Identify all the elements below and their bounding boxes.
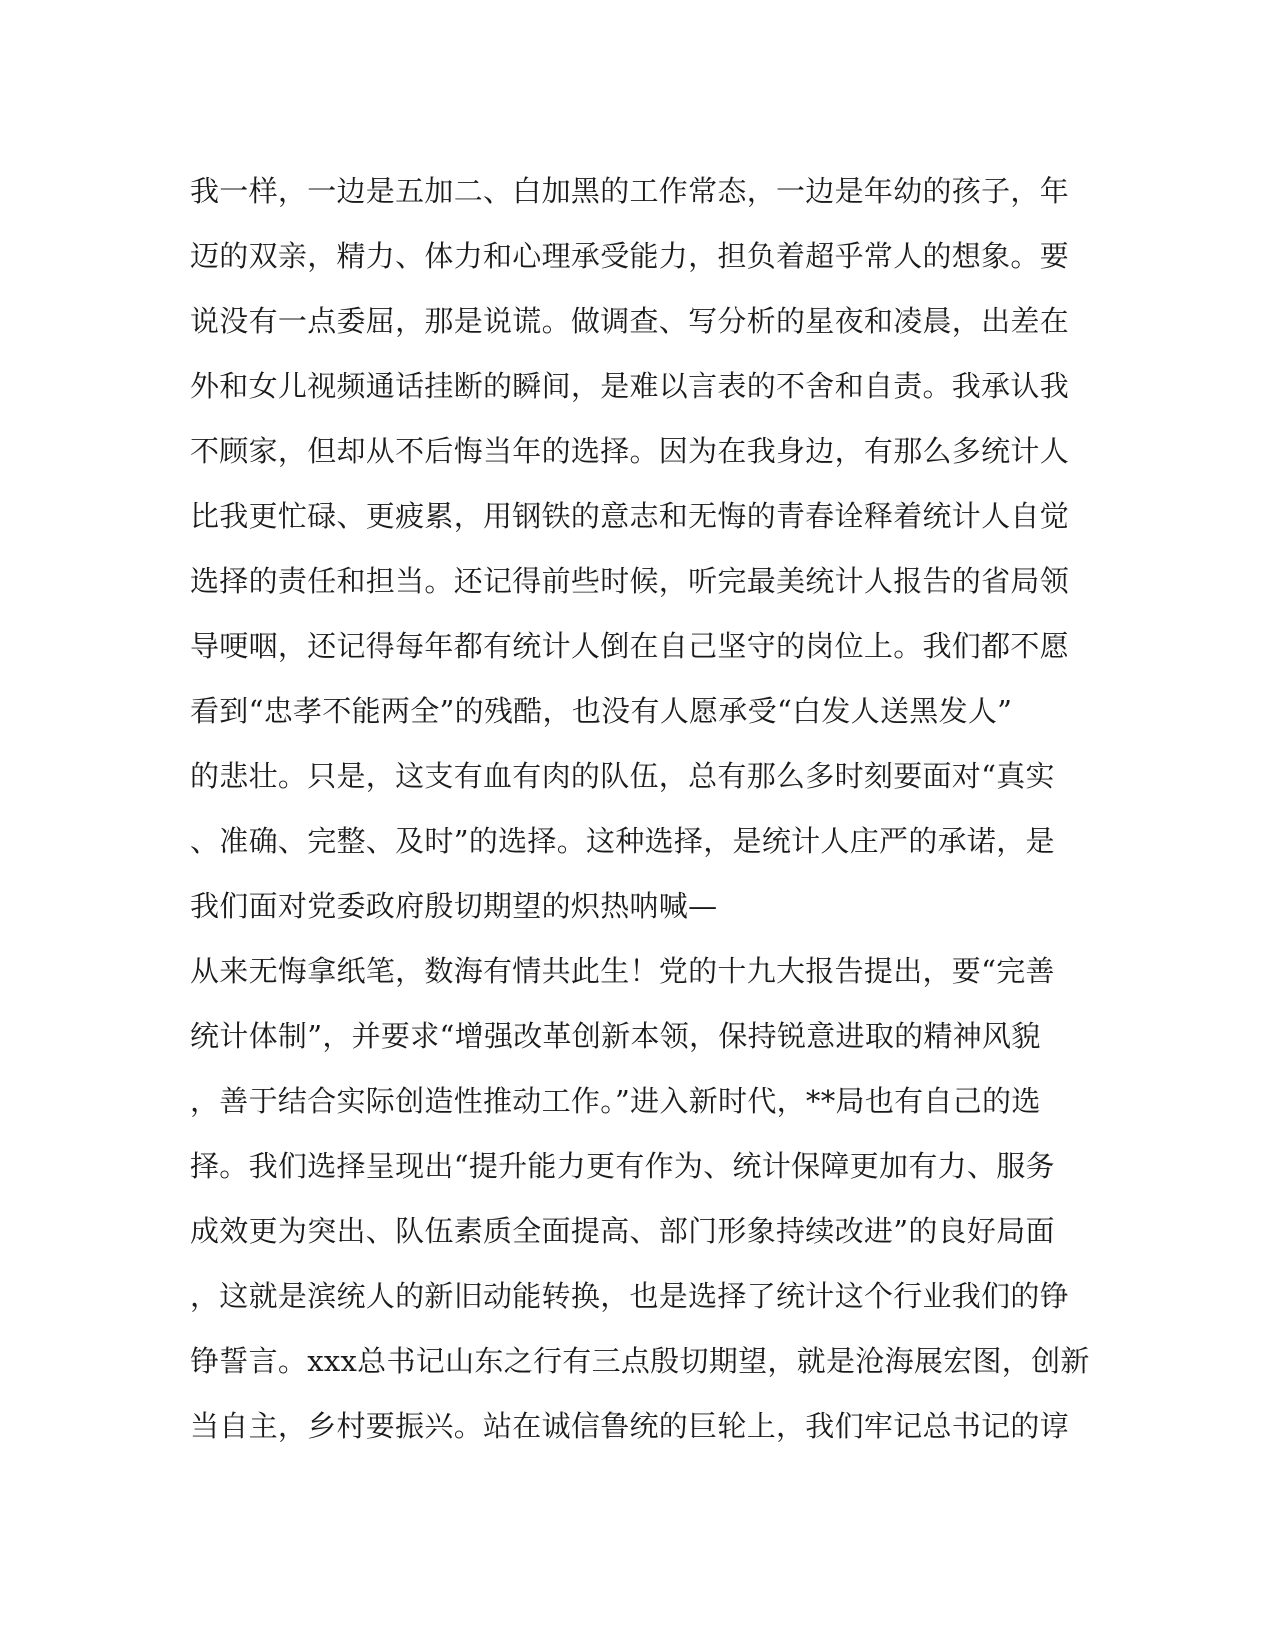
text-line: 导哽咽，还记得每年都有统计人倒在自己坚守的岗位上。我们都不愿 [190,629,1070,663]
text-line: 成效更为突出、队伍素质全面提高、部门形象持续改进”的良好局面 [190,1214,1055,1248]
text-line: 看到“忠孝不能两全”的残酷，也没有人愿承受“白发人送黑发人” [190,694,1013,728]
text-line: 我一样，一边是五加二、白加黑的工作常态，一边是年幼的孩子，年 [190,174,1070,208]
text-line: 不顾家，但却从不后悔当年的选择。因为在我身边，有那么多统计人 [190,434,1070,468]
text-line: 迈的双亲，精力、体力和心理承受能力，担负着超乎常人的想象。要 [190,239,1070,273]
text-line: 择。我们选择呈现出“提升能力更有作为、统计保障更加有力、服务 [190,1149,1055,1183]
text-line: 、准确、完整、及时”的选择。这种选择，是统计人庄严的承诺，是 [190,824,1055,858]
text-line: 铮誓言。xxx总书记山东之行有三点殷切期望，就是沧海展宏图，创新 [190,1344,1090,1378]
text-line: ，这就是滨统人的新旧动能转换，也是选择了统计这个行业我们的铮 [190,1279,1070,1313]
text-line: 我们面对党委政府殷切期望的炽热呐喊— [190,889,718,923]
body-text [190,168,1090,1468]
text-line: 外和女儿视频通话挂断的瞬间，是难以言表的不舍和自责。我承认我 [190,369,1070,403]
text-line: 从来无悔拿纸笔，数海有情共此生！党的十九大报告提出，要“完善 [190,954,1055,988]
text-line: 的悲壮。只是，这支有血有肉的队伍，总有那么多时刻要面对“真实 [190,759,1055,793]
text-line: 比我更忙碌、更疲累，用钢铁的意志和无悔的青春诠释着统计人自觉 [190,499,1070,533]
text-line: 当自主，乡村要振兴。站在诚信鲁统的巨轮上，我们牢记总书记的谆 [190,1409,1070,1443]
text-line: 选择的责任和担当。还记得前些时候，听完最美统计人报告的省局领 [190,564,1070,598]
text-line: ，善于结合实际创造性推动工作。”进入新时代，**局也有自己的选 [190,1084,1041,1118]
text-line: 统计体制”，并要求“增强改革创新本领，保持锐意进取的精神风貌 [190,1019,1041,1053]
text-line: 说没有一点委屈，那是说谎。做调查、写分析的星夜和凌晨，出差在 [190,304,1070,338]
